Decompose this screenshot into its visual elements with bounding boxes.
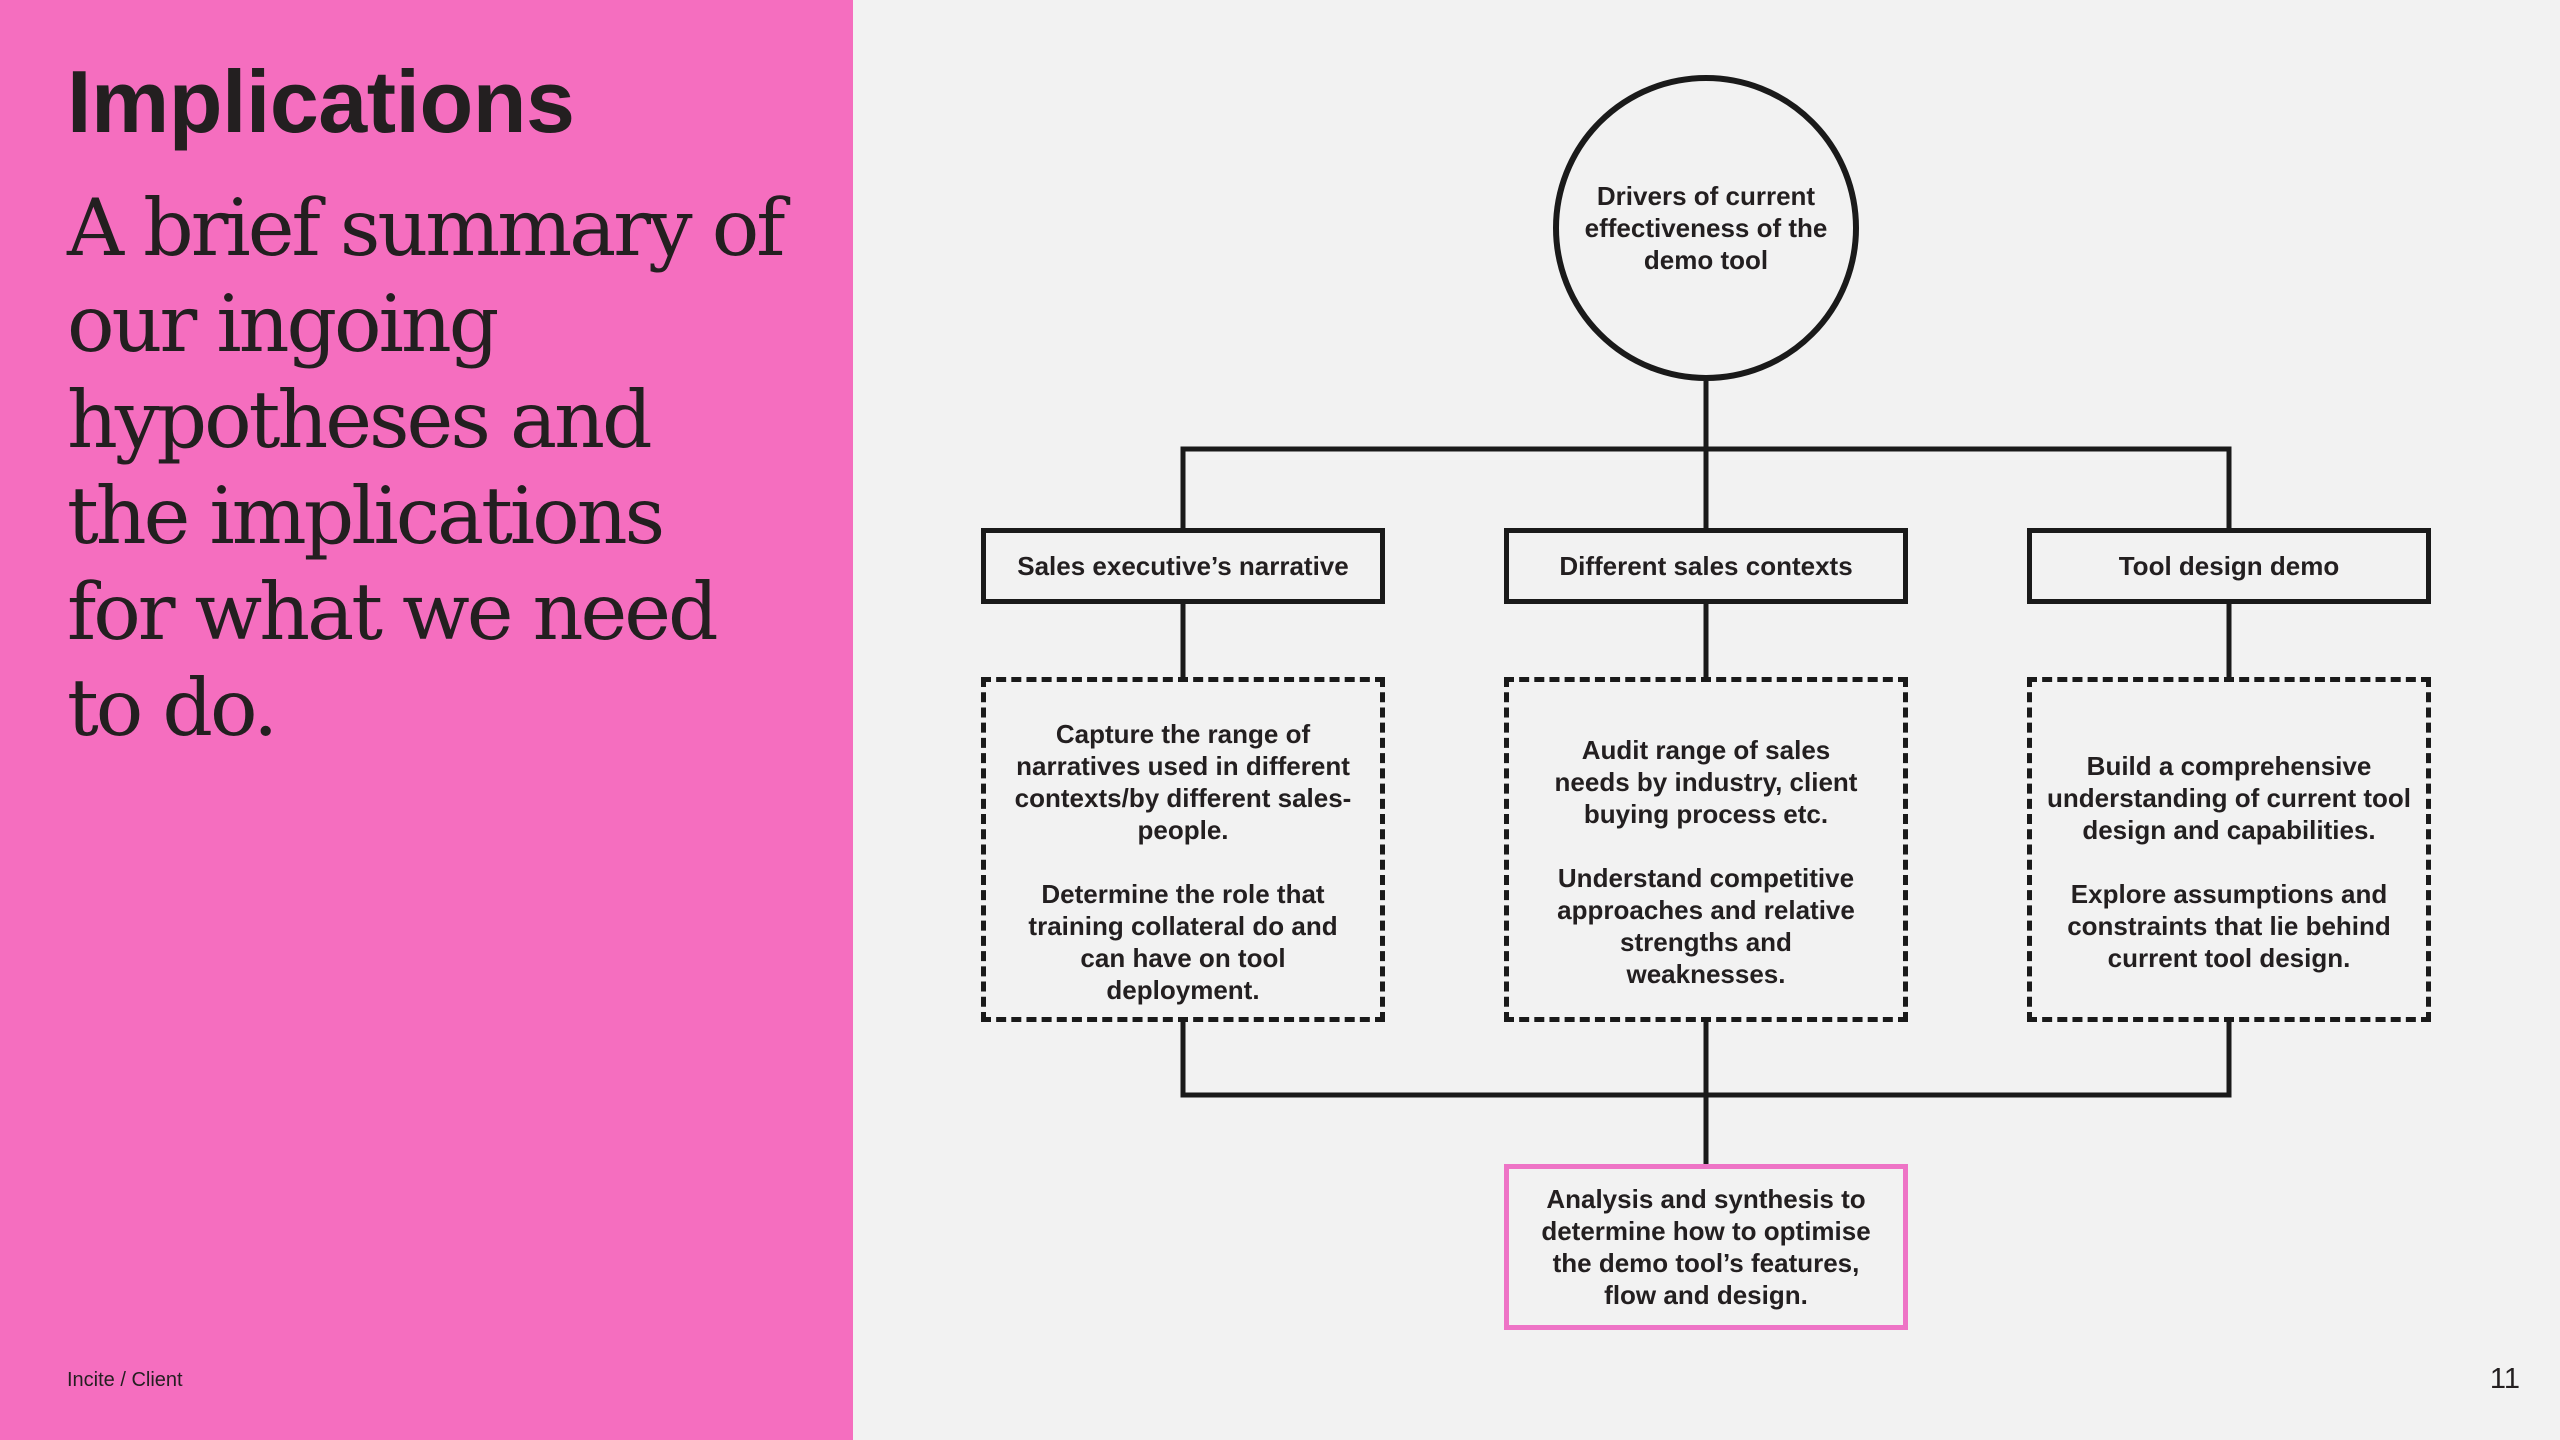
root-node (1553, 75, 1859, 381)
detail-text: Understand competitive approaches and relative strengths and weaknesses. (1557, 863, 1855, 989)
root-node-label: Drivers of current effectiveness of the demo tool (1584, 181, 1828, 275)
result-node-label: Analysis and synthesis to determine how to optimise the demo tool’s features, flow and design. (1541, 1184, 1871, 1310)
detail-text: Build a comprehensive understanding of current tool design and capabilities. (2047, 751, 2411, 845)
bottom-bus (1183, 1020, 2229, 1166)
page-subtitle: A brief summary of our ingoing hypotheses and the implications for what we need to do. (67, 182, 783, 754)
page-number: 11 (2489, 1363, 2520, 1395)
branch-node-label: Different sales contexts (1559, 551, 1853, 581)
branch-node-sales-contexts (1504, 528, 1908, 604)
branch-node-tool-design (2027, 528, 2431, 604)
detail-text: Determine the role that training collateral do and can have on tool deployment. (1028, 879, 1338, 1005)
branch-node-label: Tool design demo (2118, 551, 2340, 581)
detail-node-sales-narrative (981, 677, 1385, 1022)
footer-client-label: Incite / Client (67, 1369, 183, 1391)
detail-text: Audit range of sales needs by industry, client buying process etc. (1554, 735, 1858, 829)
detail-node-sales-contexts (1504, 677, 1908, 1022)
detail-text: Capture the range of narratives used in different contexts/by different sales-people. (1014, 719, 1352, 845)
detail-text: Explore assumptions and constraints that lie behind current tool design. (2067, 879, 2391, 973)
top-bus (1183, 449, 2229, 530)
branch-node-sales-narrative (981, 528, 1385, 604)
branch-node-label: Sales executive’s narrative (1017, 551, 1349, 581)
page-title: Implications (67, 52, 575, 151)
detail-node-tool-design (2027, 677, 2431, 1022)
result-node (1504, 1164, 1908, 1330)
